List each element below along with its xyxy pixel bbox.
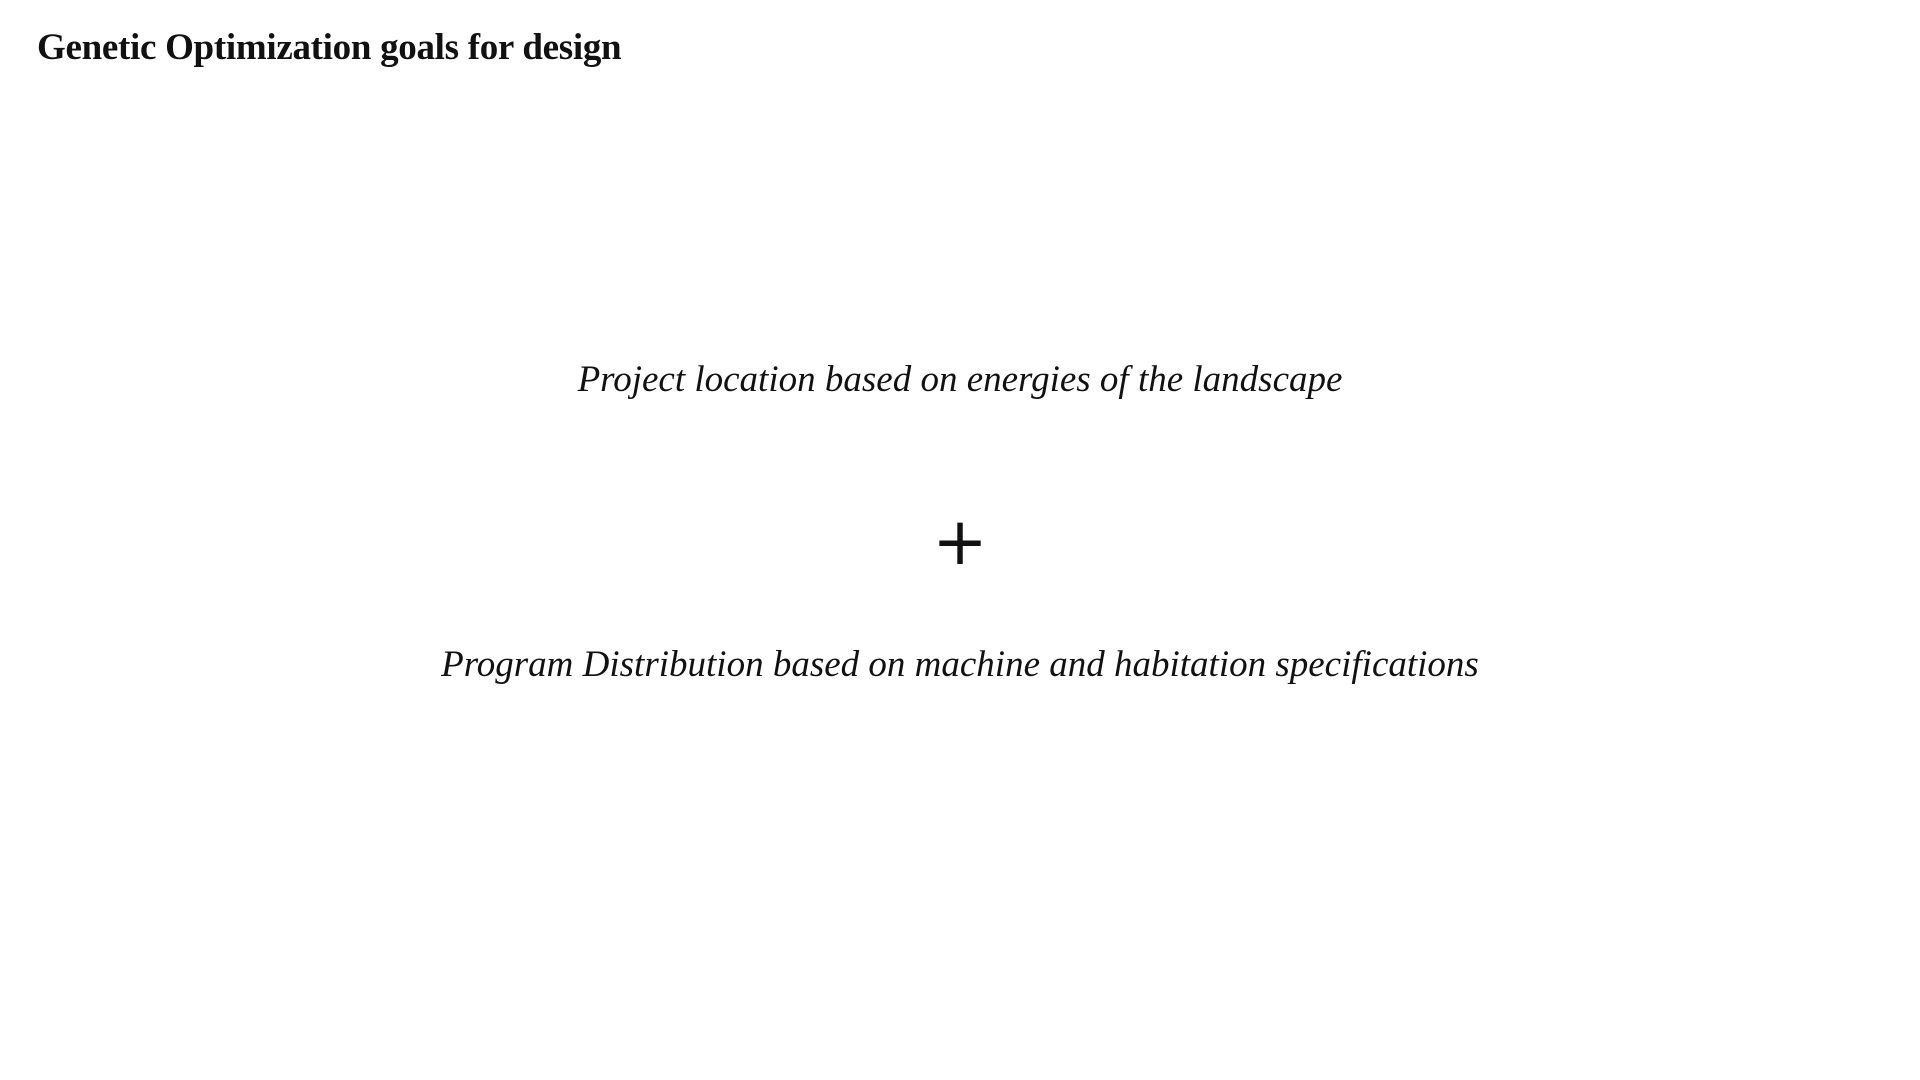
goal-project-location: Project location based on energies of the landscape [577,359,1343,400]
plus-icon: + [932,503,988,580]
goal-program-distribution: Program Distribution based on machine and habitation specifications [441,644,1479,685]
slide-title: Genetic Optimization goals for design [37,27,622,68]
